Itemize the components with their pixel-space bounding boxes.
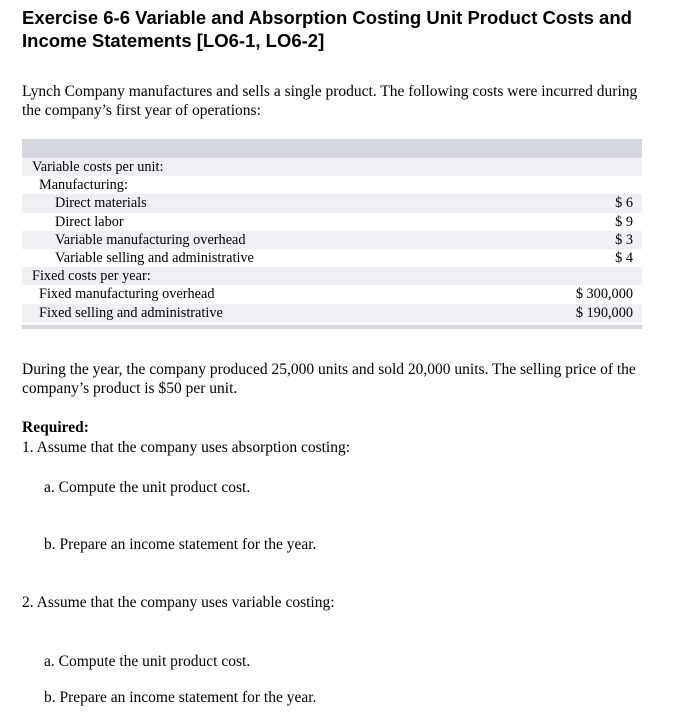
exercise-title: Exercise 6-6 Variable and Absorption Costing Unit Product Costs and Income Statements [LO6-1, LO6-2] — [22, 7, 632, 51]
row-label: Fixed manufacturing overhead — [39, 286, 215, 303]
table-row — [22, 249, 642, 267]
question-1a: a. Compute the unit product cost. — [44, 479, 251, 496]
table-row — [22, 158, 642, 176]
row-value: $ 300,000 — [575, 286, 633, 303]
question-2: 2. Assume that the company uses variable costing: — [22, 594, 335, 611]
cost-table — [22, 139, 642, 329]
intro-text: Lynch Company manufactures and sells a single product. The following costs were incurred during the company’s first year of operations: — [22, 83, 638, 119]
table-row — [22, 267, 642, 285]
row-value: $ 6 — [615, 195, 633, 212]
question-2b: b. Prepare an income statement for the year. — [44, 689, 317, 706]
table-row — [22, 213, 642, 231]
question-1b: b. Prepare an income statement for the year. — [44, 536, 317, 553]
production-paragraph: During the year, the company produced 25,000 units and sold 20,000 units. The selling price of the company’s product is $50 per unit. — [22, 361, 636, 397]
row-label: Variable costs per unit: — [32, 159, 164, 175]
row-label: Fixed selling and administrative — [39, 304, 223, 321]
table-row — [22, 194, 642, 212]
row-value: $ 9 — [615, 213, 633, 230]
table-header-bar — [22, 139, 642, 158]
row-label: Direct labor — [55, 213, 124, 230]
row-label: Variable selling and administrative — [55, 249, 254, 266]
row-value: $ 190,000 — [575, 304, 633, 321]
row-value: $ 3 — [615, 231, 633, 248]
table-row — [22, 231, 642, 249]
required-heading: Required: — [22, 419, 89, 436]
row-value: $ 4 — [615, 249, 633, 266]
row-label: Direct materials — [55, 195, 147, 212]
question-1: 1. Assume that the company uses absorption costing: — [22, 439, 351, 456]
row-label: Fixed costs per year: — [32, 268, 151, 285]
row-label: Manufacturing: — [39, 177, 128, 194]
row-label: Variable manufacturing overhead — [55, 231, 246, 248]
table-row — [22, 176, 642, 194]
table-row — [22, 285, 642, 303]
table-row — [22, 304, 642, 322]
table-footer-bar — [22, 325, 642, 329]
question-2a: a. Compute the unit product cost. — [44, 653, 251, 670]
